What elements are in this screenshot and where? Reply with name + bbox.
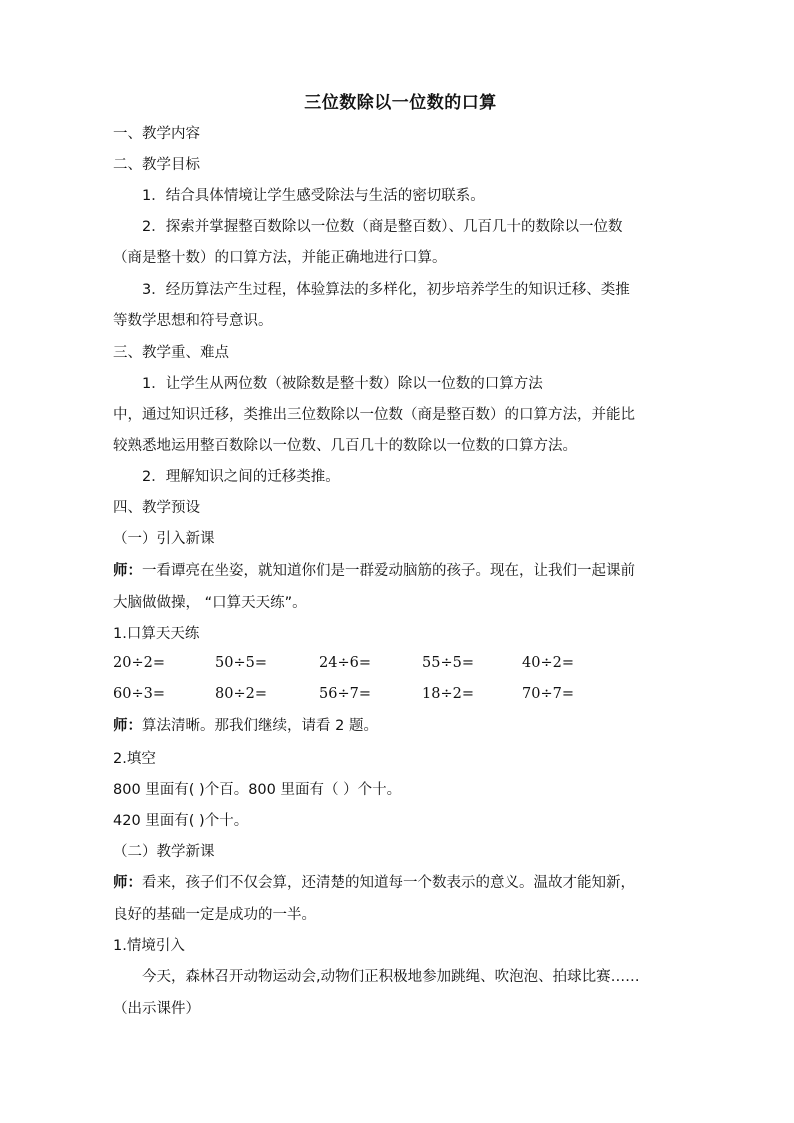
teacher-line-2 — [113, 716, 378, 736]
page-title: 三位数除以一位数的口算 — [304, 93, 497, 113]
calc-item: 50÷5= — [215, 655, 267, 671]
calc-item: 60÷3= — [113, 686, 165, 702]
fill-blank-1: 800 里面有( )个百。800 里面有（ ）个十。 — [113, 782, 402, 798]
teacher-text: 看来，孩子们不仅会算，还清楚的知道每一个数表示的意义。温故才能知新， — [142, 875, 635, 891]
teacher-label: 师： — [113, 718, 142, 734]
calc-item: 80÷2= — [215, 686, 267, 702]
teacher-line-3-cont: 良好的基础一定是成功的一半。 — [113, 907, 316, 923]
goal-3-cont: 等数学思想和符号意识。 — [113, 313, 273, 329]
key-point-1-cont: 中，通过知识迁移，类推出三位数除以一位数（商是整百数）的口算方法，并能比 — [113, 407, 635, 423]
key-point-1-cont2: 较熟悉地运用整百数除以一位数、几百几十的数除以一位数的口算方法。 — [113, 438, 577, 454]
teacher-line-1-cont: 大脑做做操， “口算天天练”。 — [113, 595, 307, 611]
teacher-text: 算法清晰。那我们继续，请看 2 题。 — [142, 718, 378, 734]
subheading-new-lesson: （二）教学新课 — [113, 844, 215, 860]
teacher-label: 师： — [113, 563, 142, 579]
teacher-label: 师： — [113, 875, 142, 891]
section-scenario: 1.情境引入 — [113, 938, 185, 954]
goal-2: 2．探索并掌握整百数除以一位数（商是整百数）、几百几十的数除以一位数 — [142, 219, 623, 235]
calc-item: 56÷7= — [319, 686, 371, 702]
calc-item: 70÷7= — [522, 686, 574, 702]
calc-item: 55÷5= — [422, 655, 474, 671]
section-mental-math: 1.口算天天练 — [113, 626, 200, 642]
heading-plan: 四、教学预设 — [113, 500, 200, 516]
teacher-text: 一看谭亮在坐姿，就知道你们是一群爱动脑筋的孩子。现在，让我们一起课前 — [142, 563, 635, 579]
heading-goals: 二、教学目标 — [113, 157, 200, 173]
calc-item: 20÷2= — [113, 655, 165, 671]
heading-content: 一、教学内容 — [113, 126, 200, 142]
goal-3: 3．经历算法产生过程，体验算法的多样化，初步培养学生的知识迁移、类推 — [142, 282, 630, 298]
key-point-2: 2．理解知识之间的迁移类推。 — [142, 469, 340, 485]
story-line-cont: （出示课件） — [113, 1001, 200, 1017]
calc-item: 40÷2= — [522, 655, 574, 671]
calc-item: 24÷6= — [319, 655, 371, 671]
section-fill-blanks: 2.填空 — [113, 751, 156, 767]
subheading-intro: （一）引入新课 — [113, 531, 215, 547]
story-line: 今天，森林召开动物运动会,动物们正积极地参加跳绳、吹泡泡、拍球比赛…… — [142, 969, 640, 985]
key-point-1: 1．让学生从两位数（被除数是整十数）除以一位数的口算方法 — [142, 376, 543, 392]
teacher-line-3 — [113, 873, 635, 893]
teacher-line-1 — [113, 561, 635, 581]
goal-2-cont: （商是整十数）的口算方法，并能正确地进行口算。 — [113, 250, 447, 266]
fill-blank-2: 420 里面有( )个十。 — [113, 813, 249, 829]
goal-1: 1．结合具体情境让学生感受除法与生活的密切联系。 — [142, 188, 485, 204]
heading-key-points: 三、教学重、难点 — [113, 345, 229, 361]
calc-item: 18÷2= — [422, 686, 474, 702]
